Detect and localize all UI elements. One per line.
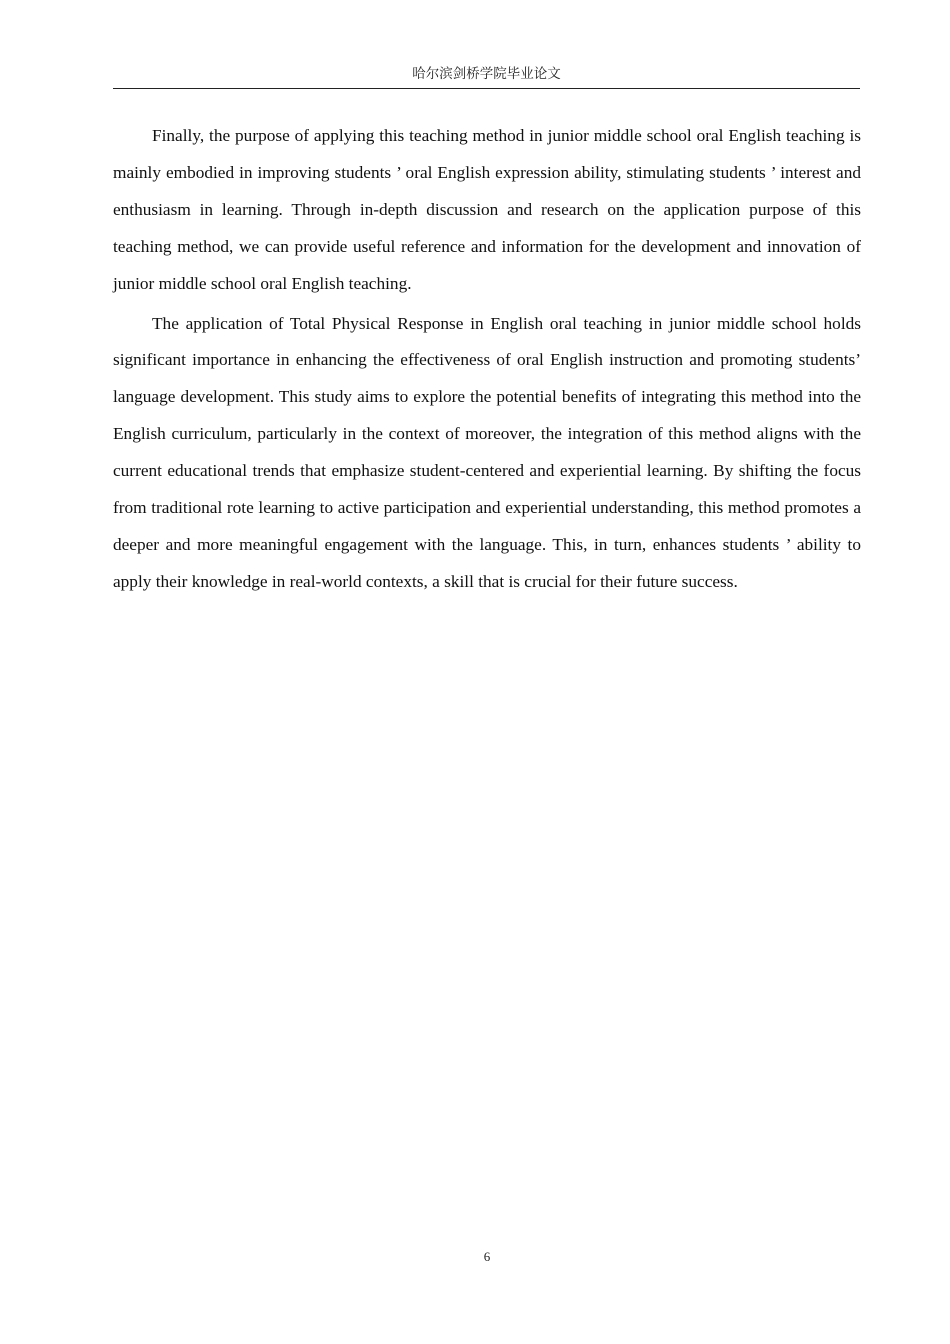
body-text bbox=[113, 118, 861, 604]
paragraph-1: Finally, the purpose of applying this teaching method in junior middle school oral English teaching is mainly embodied in improving students ’ oral English expression ability, stimulating students ’ interest and enthusiasm in learning. Through in-depth discussion and research on the application purpose of this teaching method, we can provide useful reference and information for the development and innovation of junior middle school oral English teaching. bbox=[113, 126, 861, 293]
header-title: 哈尔滨剑桥学院毕业论文 bbox=[412, 66, 561, 81]
page-number: 6 bbox=[483, 1249, 491, 1264]
running-header bbox=[113, 64, 860, 89]
paragraph-2: The application of Total Physical Response in English oral teaching in junior middle school holds significant importance in enhancing the effectiveness of oral English instruction and promoting students’ language development. This study aims to explore the potential benefits of integrating this method into the English curriculum, particularly in the context of moreover, the integration of this method aligns with the current educational trends that emphasize student-centered and experiential learning. By shifting the focus from traditional rote learning to active participation and experiential understanding, this method promotes a deeper and more meaningful engagement with the language. This, in turn, enhances students ’ ability to apply their knowledge in real-world contexts, a skill that is crucial for their future success. bbox=[113, 313, 861, 591]
